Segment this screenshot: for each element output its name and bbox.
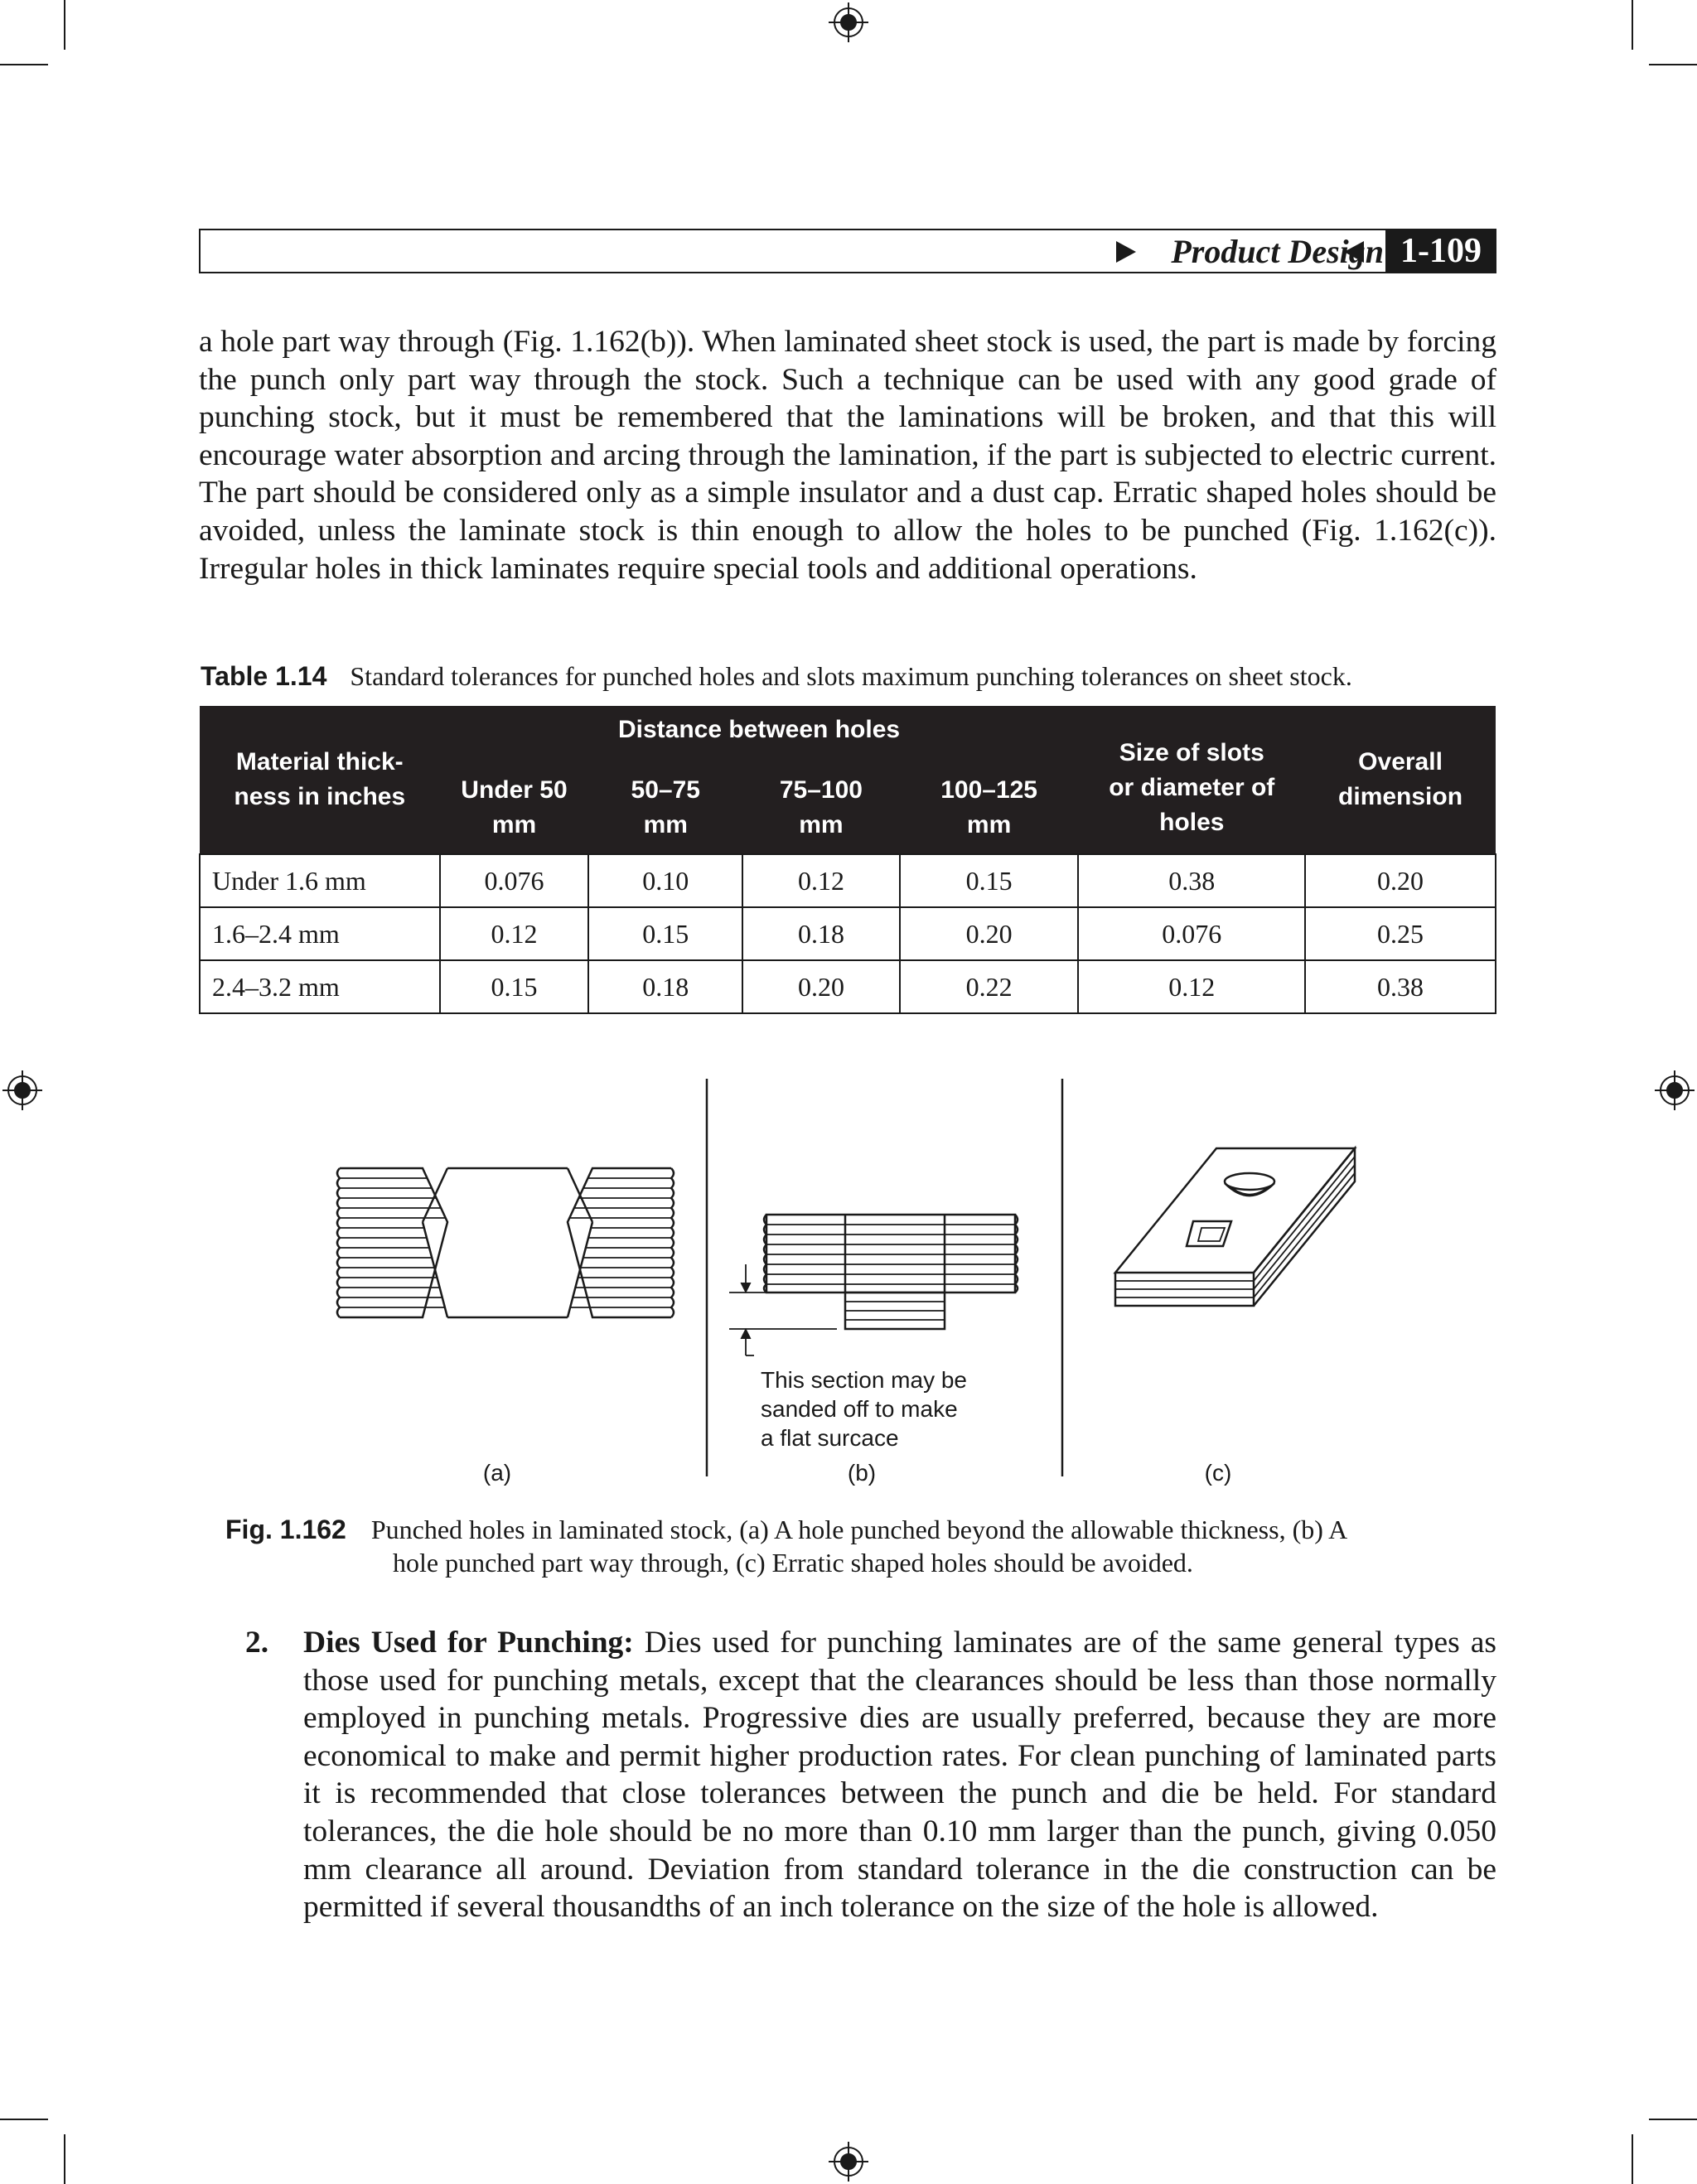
figure-caption-line-2: hole punched part way through, (c) Erratic shaped holes should be avoided. [393,1548,1193,1578]
col-header-dist-3: 75–100 mm [742,762,900,854]
triangle-right-icon [1116,241,1136,263]
list-item-body [303,1624,1496,1926]
figure-1-162 [0,1069,1697,1500]
figure-label-c: (c) [1204,1460,1232,1486]
intro-paragraph: a hole part way through (Fig. 1.162(b)). When laminated sheet stock is used, the part is made by forcing the punch only part way through the stock. Such a technique can be used with any good grade of punching stock, but it must be remembered that the laminations will be broken, and that this will encourage water absorption and arcing through the lamination, if the part is subjected to electric current. The part should be considered only as a simple insulator and a dust cap. Erratic shaped holes should be avoided, unless the laminate stock is thin enough to allow the holes to be punched (Fig. 1.162(c)). Irregular holes in thick laminates require special tools and additional operations. [199,325,1496,586]
table-cell: 0.15 [900,854,1079,907]
tolerance-table [199,706,1496,1014]
registration-mark-bottom [829,2142,868,2182]
table-cell: 0.20 [900,907,1079,960]
col-header-dist-4: 100–125 mm [900,762,1079,854]
table-cell: 0.38 [1078,854,1305,907]
annotation-line-2: sanded off to make [761,1396,958,1422]
table-cell: Under 1.6 mm [200,854,440,907]
col-header-dist-2: 50–75 mm [588,762,742,854]
table-cell: 0.12 [742,854,900,907]
table-cell: 0.12 [1078,960,1305,1013]
table-cell: 0.18 [588,960,742,1013]
table-row [200,907,1496,960]
registration-mark-top [829,2,868,42]
col-group-distance: Distance between holes [440,706,1079,762]
table-cell: 0.38 [1305,960,1496,1013]
list-item-text: Dies used for punching laminates are of the same general types as those used for punching metals, except that the clearances should be less than those normally employed in punching metals. Progressive dies are usually preferred, because they are more economical to make and permit higher production rates. For clean punching of laminated parts it is recommended that close tolerances between the punch and die be held. For standard tolerances, the die hole should be no more than 0.10 mm larger than the punch, giving 0.050 mm clearance all around. Deviation from standard tolerance in the die construction can be permitted if several thousandths of an inch tolerance on the size of the hole is allowed. [303,1626,1497,1925]
figure-label-a: (a) [482,1460,512,1486]
table-cell: 0.076 [440,854,589,907]
running-header [199,229,1496,273]
figure-caption-line-1: Punched holes in laminated stock, (a) A hole punched beyond the allowable thickness, (b) A [370,1515,1348,1544]
figure-label-b: (b) [847,1460,877,1486]
col-header-overall: Overall dimension [1305,706,1496,854]
figure-caption-label: Fig. 1.162 [225,1515,346,1544]
col-header-slots: Size of slots or diameter of holes [1078,706,1305,854]
col-header-material: Material thick- ness in inches [200,706,440,854]
table-cell: 0.15 [588,907,742,960]
table-cell: 0.076 [1078,907,1305,960]
annotation-line-3: a flat surcace [761,1425,899,1451]
col-header-dist-1: Under 50 mm [440,762,589,854]
page-number: 1-109 [1385,229,1496,273]
list-item-heading: Dies Used for Punching: [303,1626,634,1660]
table-cell: 0.12 [440,907,589,960]
table-cell: 0.20 [742,960,900,1013]
table-cell: 0.22 [900,960,1079,1013]
triangle-left-icon [1344,241,1364,263]
table-caption [201,660,1352,693]
table-cell: 0.18 [742,907,900,960]
header-title: Product Design [1171,233,1384,270]
table-cell: 0.15 [440,960,589,1013]
table-label: Table 1.14 [201,661,327,691]
figure-caption [225,1513,1468,1579]
list-item-number: 2. [245,1626,269,1660]
table-cell: 1.6–2.4 mm [200,907,440,960]
table-cell: 0.20 [1305,854,1496,907]
table-cell: 0.10 [588,854,742,907]
laminate-diagram-b [729,1215,1018,1355]
laminate-diagram-a [337,1168,674,1317]
laminate-diagram-c [1115,1148,1355,1306]
table-cell: 2.4–3.2 mm [200,960,440,1013]
annotation-line-1: This section may be [761,1367,967,1393]
table-row [200,854,1496,907]
table-cell: 0.25 [1305,907,1496,960]
table-caption-text: Standard tolerances for punched holes and slots maximum punching tolerances on sheet stock. [350,661,1352,691]
table-row [200,960,1496,1013]
